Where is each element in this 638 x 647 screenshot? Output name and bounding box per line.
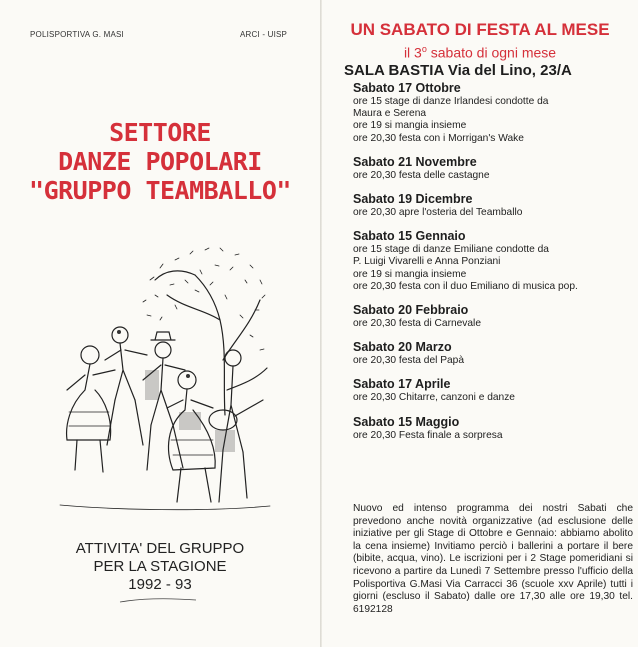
event-item (353, 339, 633, 367)
event-item (353, 376, 633, 404)
program-subtitle (322, 44, 638, 61)
event-detail-line: ore 20,30 festa del Papà (353, 355, 465, 367)
event-detail-line: ore 19 si mangia insieme (353, 120, 467, 132)
subtitle-post: sabato di ogni mese (426, 44, 557, 61)
event-item (353, 154, 633, 182)
event-detail-line: ore 20,30 Festa finale a sorpresa (353, 429, 503, 441)
event-item (353, 191, 633, 219)
event-date: Sabato 20 Febbraio (353, 303, 469, 318)
event-detail-line: ore 20,30 festa di Carnevale (353, 318, 481, 330)
event-date: Sabato 20 Marzo (353, 340, 452, 355)
season-line-2: PER LA STAGIONE (93, 558, 227, 575)
event-item (353, 302, 633, 330)
right-panel (322, 0, 638, 647)
event-detail-line: P. Luigi Vivarelli e Anna Ponziani (353, 256, 501, 268)
season-years: 1992 - 93 (128, 576, 192, 593)
event-detail-line: ore 20,30 apre l'osteria del Teamballo (353, 207, 523, 219)
underline-stroke (118, 596, 198, 604)
event-detail-line: ore 20,30 Chitarre, canzoni e danze (353, 392, 515, 404)
event-date: Sabato 19 Dicembre (353, 192, 473, 207)
program-title: UN SABATO DI FESTA AL MESE (350, 20, 610, 39)
header-organization: POLISPORTIVA G. MASI (30, 30, 124, 39)
event-date: Sabato 21 Novembre (353, 154, 477, 169)
main-title (0, 118, 320, 205)
event-detail-line: ore 19 si mangia insieme (353, 268, 467, 280)
event-item (353, 80, 633, 145)
event-detail-line: ore 20,30 festa con i Morrigan's Wake (353, 132, 524, 144)
season-line-1: ATTIVITA' DEL GRUPPO (75, 540, 245, 557)
event-date: Sabato 15 Maggio (353, 414, 460, 429)
subtitle-superscript: o (421, 44, 427, 54)
event-date: Sabato 17 Ottobre (353, 81, 461, 95)
event-detail-line: ore 15 stage di danze Emiliane condotte da (353, 244, 549, 256)
season-caption (0, 540, 320, 594)
event-detail-line: ore 15 stage di danze Irlandesi condotte da (353, 96, 549, 107)
event-detail-line: Maura e Serena (353, 108, 427, 120)
events-list (353, 80, 633, 451)
event-item (353, 228, 633, 293)
title-line-2: DANZE POPOLARI (58, 147, 262, 176)
event-item (353, 414, 633, 442)
event-date: Sabato 17 Aprile (353, 377, 451, 392)
title-line-1: SETTORE (109, 118, 211, 147)
event-date: Sabato 15 Gennaio (353, 229, 466, 244)
venue-address: SALA BASTIA Via del Lino, 23/A (344, 62, 572, 79)
title-line-3: "GRUPPO TEAMBALLO" (29, 176, 291, 205)
event-detail-line: ore 20,30 festa delle castagne (353, 169, 490, 181)
subtitle-pre: il 3 (403, 44, 422, 61)
event-detail-line: ore 20,30 festa con il duo Emiliano di musica pop. (353, 280, 578, 292)
folk-dancers-illustration (55, 240, 275, 525)
header-affiliation: ARCI - UISP (240, 30, 288, 39)
info-paragraph: Nuovo ed intenso programma dei nostri Sabati che prevedono anche novità organizzative (ad esclusione delle iniziative per gli Stage di Ottobre e Gennaio: abbiamo abolito la cena insieme) Invitiamo perciò i ballerini a portare il bere (bibite, acqua, vino). Le iscrizioni per i 2 Stage pomeridiani si ricevono a partire da Lunedì 7 Settembre presso l'ufficio della Polisportiva G.Masi Via Carracci 36 (scuole xxv Aprile) tutti i giorni (escluso il Sabato) dalle ore 17,30 alle ore 19,30 tel. 6192128 (353, 503, 633, 615)
